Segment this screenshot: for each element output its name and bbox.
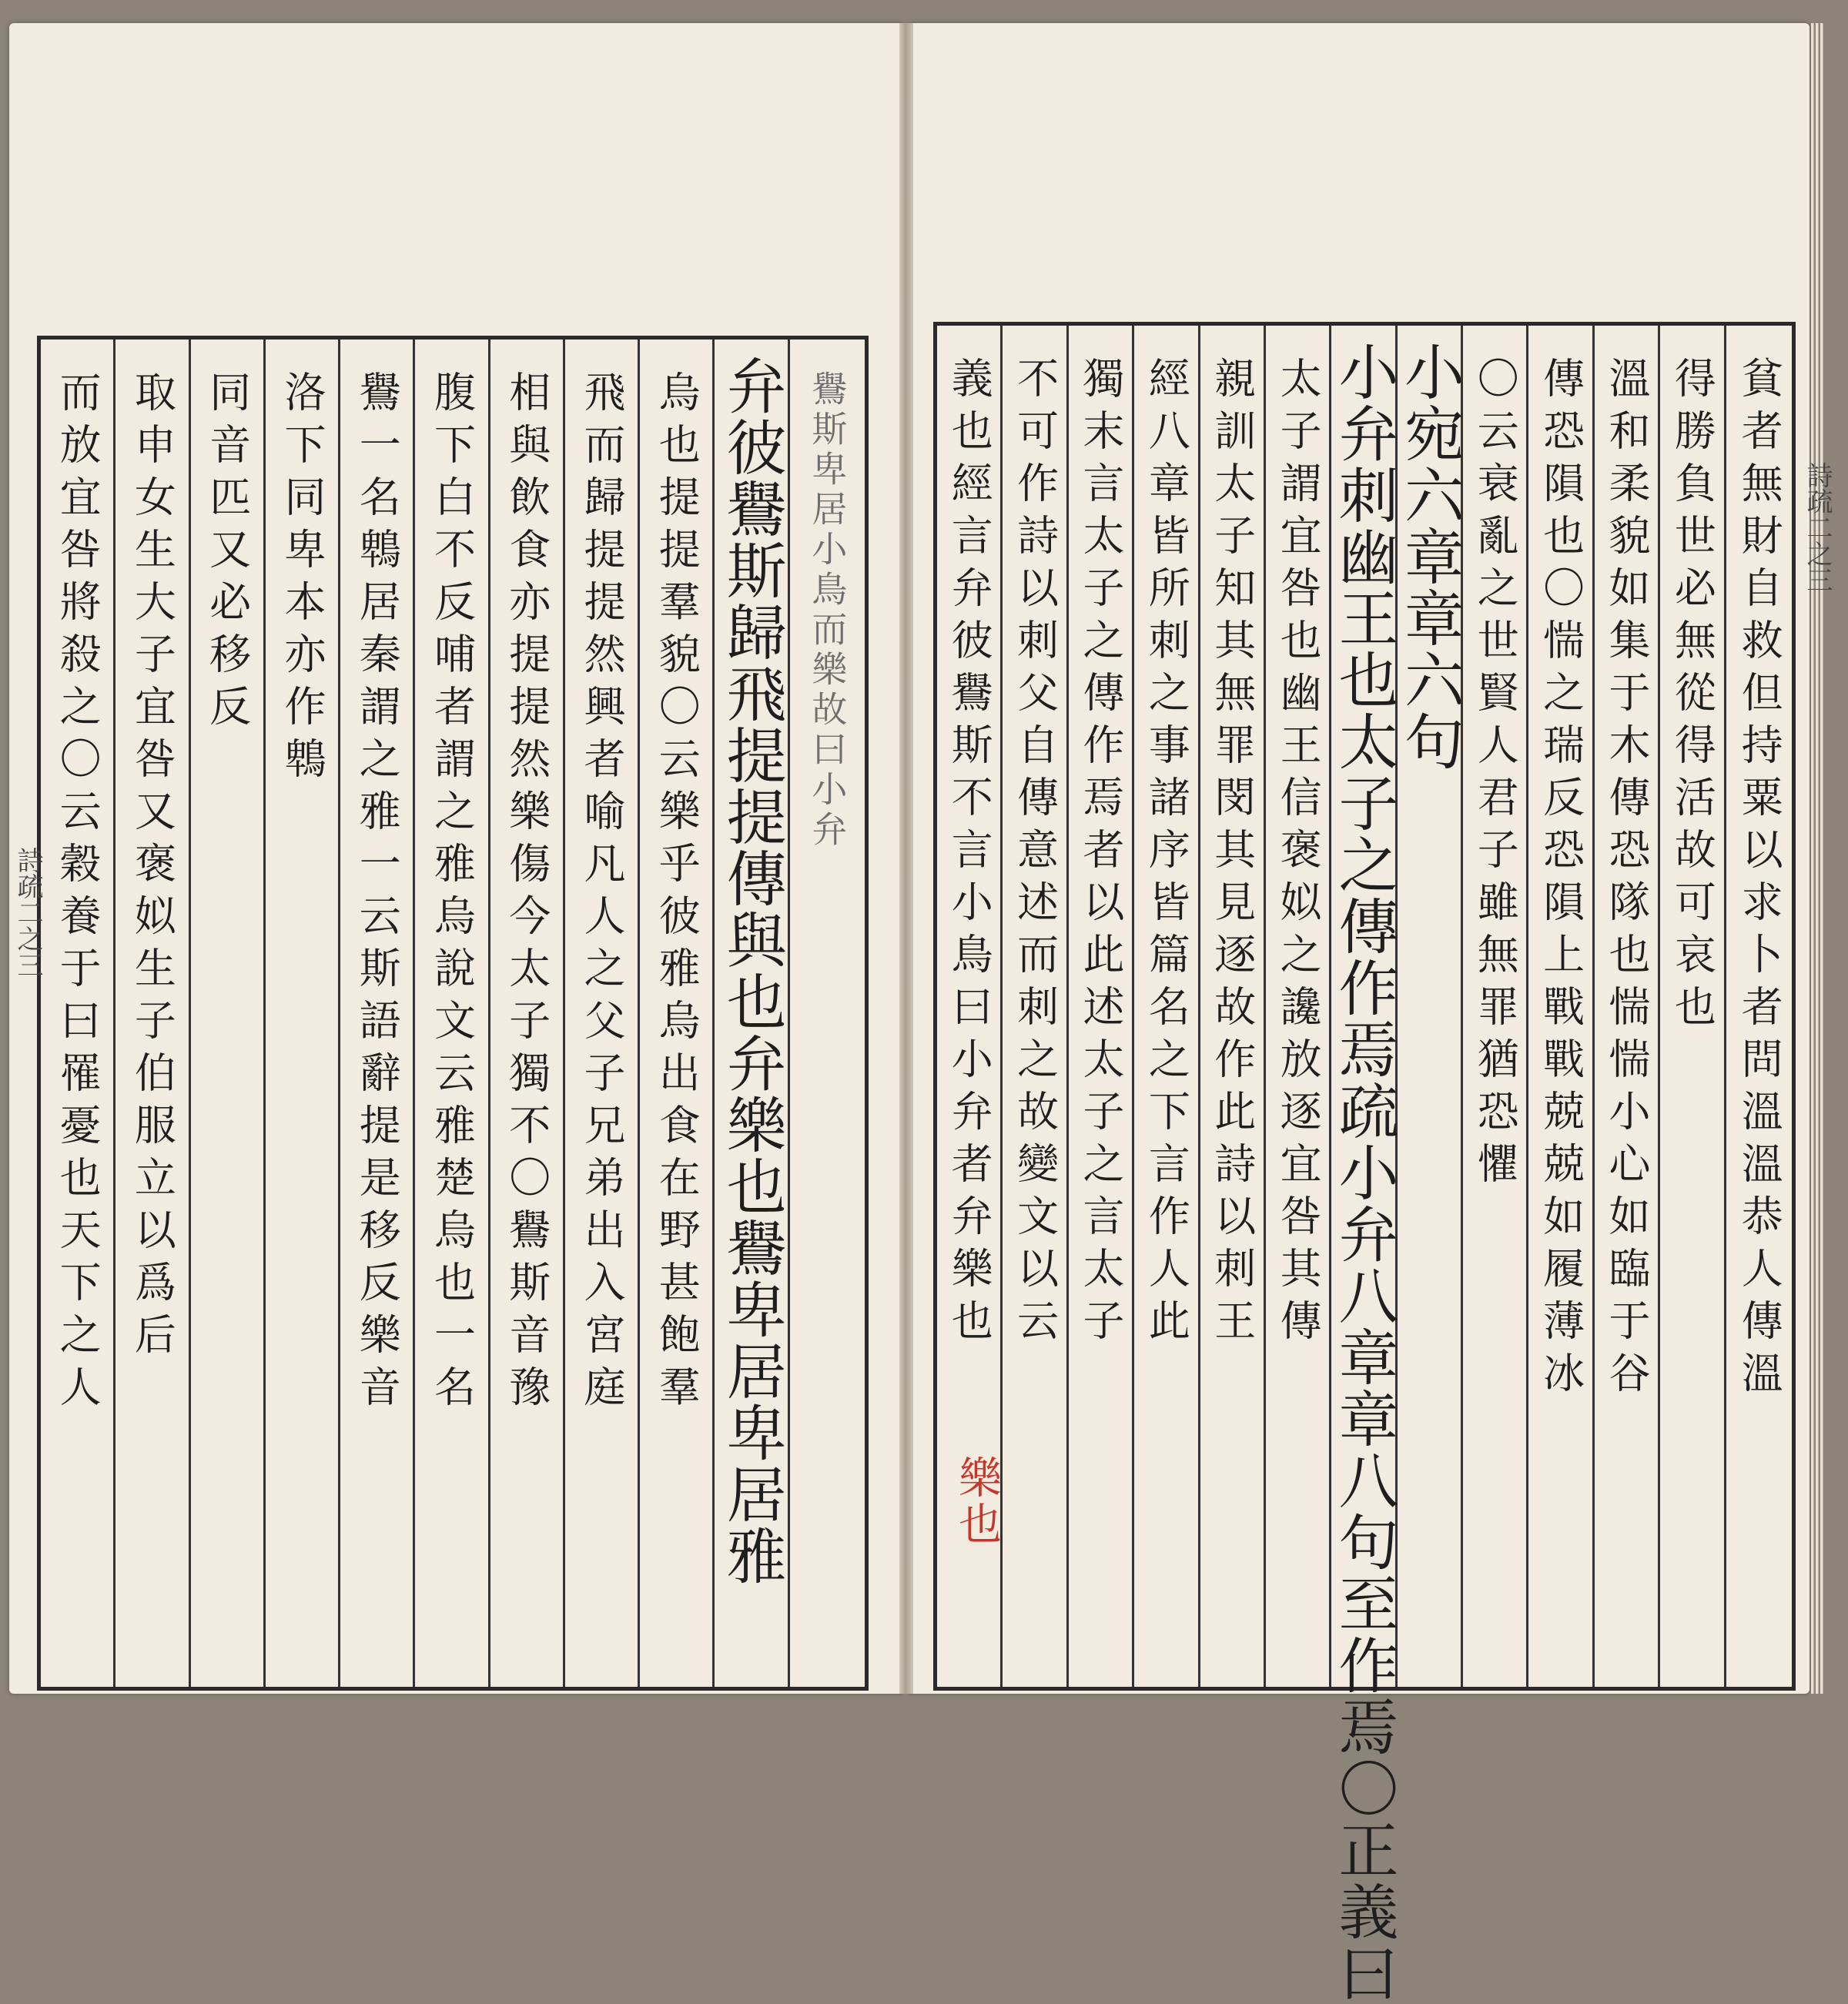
column-text: 相與飲食亦提提然樂傷今太子獨不〇鸒斯音豫 bbox=[502, 370, 551, 1417]
column-text: 鸒斯卑居小鳥而樂故曰小弁 bbox=[806, 370, 849, 851]
column-text: 義也經言弁彼鸒斯不言小鳥曰小弁者弁樂也 bbox=[945, 356, 994, 1351]
text-column bbox=[1726, 326, 1792, 1687]
column-text: 而放宜咎將殺之〇云穀養于曰罹憂也天下之人 bbox=[53, 370, 102, 1417]
column-text: 小宛六章章六句 bbox=[1394, 341, 1464, 772]
text-column bbox=[41, 340, 116, 1687]
column-text: 得勝負世必無從得活故可哀也 bbox=[1668, 356, 1717, 1037]
column-text: 腹下白不反哺者謂之雅烏說文云雅楚烏也一名 bbox=[427, 370, 477, 1417]
text-column bbox=[1660, 326, 1726, 1687]
text-column bbox=[191, 340, 266, 1687]
text-column bbox=[1200, 326, 1266, 1687]
text-column bbox=[266, 340, 340, 1687]
column-text: 貧者無財自救但持粟以求卜者問溫溫恭人傳溫 bbox=[1735, 356, 1784, 1403]
text-column bbox=[1595, 326, 1660, 1687]
column-text: 洛下同卑本亦作鵯 bbox=[277, 370, 326, 789]
column-text: 弁彼鸒斯歸飛提提傳與也弁樂也鸒卑居卑居雅 bbox=[716, 355, 786, 1587]
column-text: 太子謂宜咎也幽王信褒姒之讒放逐宜咎其傳 bbox=[1274, 356, 1323, 1351]
page-stack-edge bbox=[1820, 23, 1823, 1694]
book-gutter bbox=[899, 23, 913, 1694]
text-column bbox=[1528, 326, 1594, 1687]
text-column bbox=[640, 340, 715, 1687]
text-column bbox=[790, 340, 865, 1687]
text-column bbox=[565, 340, 640, 1687]
page-stack-edge bbox=[1811, 23, 1814, 1694]
text-column bbox=[1134, 326, 1200, 1687]
text-column bbox=[116, 340, 190, 1687]
text-column bbox=[715, 340, 789, 1687]
text-column bbox=[340, 340, 415, 1687]
column-text: 烏也提提羣貌〇云樂乎彼雅烏出食在野甚飽羣 bbox=[652, 370, 701, 1417]
text-column bbox=[490, 340, 565, 1687]
column-text: 飛而歸提提然興者喻凡人之父子兄弟出入宮庭 bbox=[578, 370, 627, 1417]
red-annotation: 樂也 bbox=[952, 1455, 1002, 1547]
column-text: 經八章皆所刺之事諸序皆篇名之下言作人此 bbox=[1142, 356, 1191, 1351]
column-text: 溫和柔貌如集于木傳恐隊也惴惴小心如臨于谷 bbox=[1602, 356, 1652, 1403]
column-text: 同音匹又必移反 bbox=[203, 370, 252, 737]
column-text: 親訓太子知其無罪閔其見逐故作此詩以刺王 bbox=[1207, 356, 1257, 1351]
text-column bbox=[1069, 326, 1134, 1687]
text-column bbox=[1328, 326, 1398, 2004]
right-text-panel bbox=[933, 322, 1796, 2004]
left-text-panel bbox=[37, 336, 869, 1691]
page-stack-edge bbox=[1816, 23, 1819, 1694]
left-fold-label: 詩疏二之三 bbox=[12, 847, 43, 978]
text-column bbox=[1266, 326, 1331, 1687]
right-fold-label: 詩疏二之三 bbox=[1802, 462, 1833, 593]
column-text: 獨末言太子之傳作焉者以此述太子之言太子 bbox=[1076, 356, 1125, 1351]
column-text: 鸒一名鵯居秦謂之雅一云斯語辭提是移反樂音 bbox=[353, 370, 402, 1417]
column-text: 取申女生大子宜咎又褒姒生子伯服立以爲后 bbox=[128, 370, 177, 1365]
text-column bbox=[1003, 326, 1068, 1687]
text-column bbox=[1394, 326, 1464, 1687]
text-column bbox=[1463, 326, 1528, 1687]
column-text: 〇云衰亂之世賢人君子雖無罪猶恐懼 bbox=[1471, 356, 1520, 1194]
text-column bbox=[415, 340, 490, 1687]
column-text: 傳恐隕也〇惴之瑞反恐隕上戰戰兢兢如履薄冰 bbox=[1536, 356, 1585, 1403]
column-text: 小弁刺幽王也太子之傳作焉疏小弁八章章八句至作焉〇正義曰 bbox=[1328, 341, 1398, 2004]
column-text: 不可作詩以刺父自傳意述而刺之故變文以云 bbox=[1010, 356, 1060, 1351]
